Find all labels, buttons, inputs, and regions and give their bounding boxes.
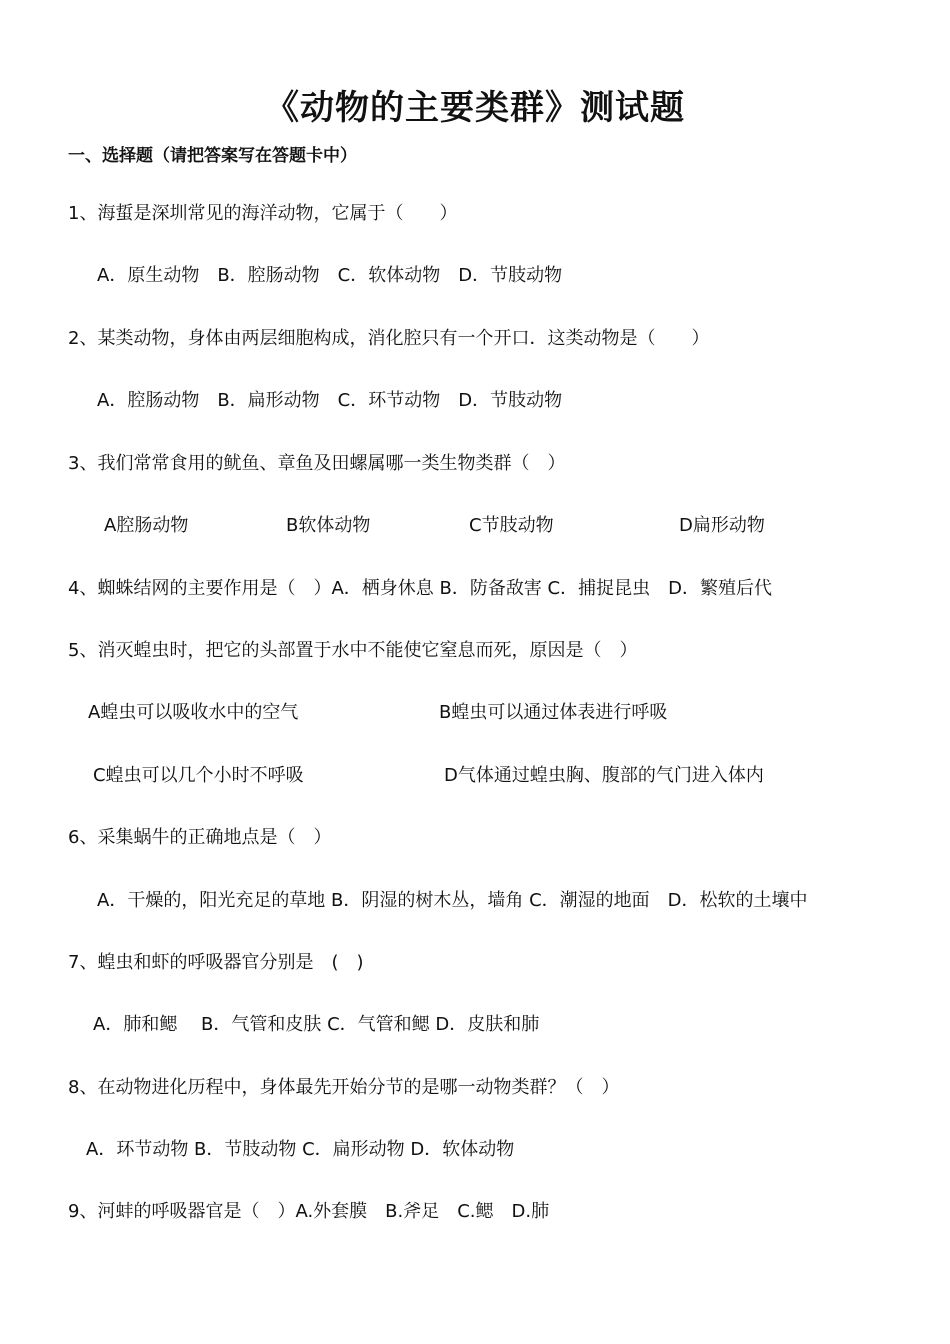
question-3-option-b: B软体动物 — [286, 515, 371, 536]
question-5-option-a: A蝗虫可以吸收水中的空气 — [88, 702, 299, 723]
section-heading: 一、选择题（请把答案写在答题卡中） — [68, 146, 357, 166]
question-3-stem: 3、我们常常食用的鱿鱼、章鱼及田螺属哪一类生物类群（ ） — [68, 453, 566, 474]
question-8-stem: 8、在动物进化历程中，身体最先开始分节的是哪一动物类群？（ ） — [68, 1077, 620, 1098]
page-title: 《动物的主要类群》测试题 — [265, 88, 685, 128]
question-6-stem: 6、采集蜗牛的正确地点是（ ） — [68, 827, 332, 848]
question-7-options: A．肺和鳃 B．气管和皮肤 C．气管和鳃 D．皮肤和肺 — [93, 1014, 540, 1035]
question-4-stem: 4、蜘蛛结网的主要作用是（ ）A．栖身休息 B．防备敌害 C．捕捉昆虫 D．繁殖后代 — [68, 578, 772, 599]
question-5-option-c: C蝗虫可以几个小时不呼吸 — [93, 765, 304, 786]
question-3-option-c: C节肢动物 — [469, 515, 554, 536]
question-3-option-a: A腔肠动物 — [104, 515, 189, 536]
question-7-stem: 7、蝗虫和虾的呼吸器官分别是 ( ) — [68, 952, 364, 973]
question-3-option-d: D扁形动物 — [679, 515, 765, 536]
question-8-options: A．环节动物 B．节肢动物 C．扁形动物 D．软体动物 — [86, 1139, 515, 1160]
question-2-stem: 2、某类动物，身体由两层细胞构成，消化腔只有一个开口．这类动物是（ ） — [68, 328, 710, 349]
question-1-options: A．原生动物 B．腔肠动物 C．软体动物 D．节肢动物 — [97, 265, 563, 286]
question-5-option-d: D气体通过蝗虫胸、腹部的气门进入体内 — [444, 765, 764, 786]
question-2-options: A．腔肠动物 B．扁形动物 C．环节动物 D．节肢动物 — [97, 390, 563, 411]
question-9-stem: 9、河蚌的呼吸器官是（ ）A.外套膜 B.斧足 C.鳃 D.肺 — [68, 1201, 550, 1222]
question-5-option-b: B蝗虫可以通过体表进行呼吸 — [439, 702, 668, 723]
question-6-options: A．干燥的，阳光充足的草地 B．阴湿的树木丛，墙角 C．潮湿的地面 D．松软的土壤中 — [97, 890, 808, 911]
question-1-stem: 1、海蜇是深圳常见的海洋动物，它属于（ ） — [68, 203, 458, 224]
question-5-stem: 5、消灭蝗虫时，把它的头部置于水中不能使它窒息而死，原因是（ ） — [68, 640, 638, 661]
